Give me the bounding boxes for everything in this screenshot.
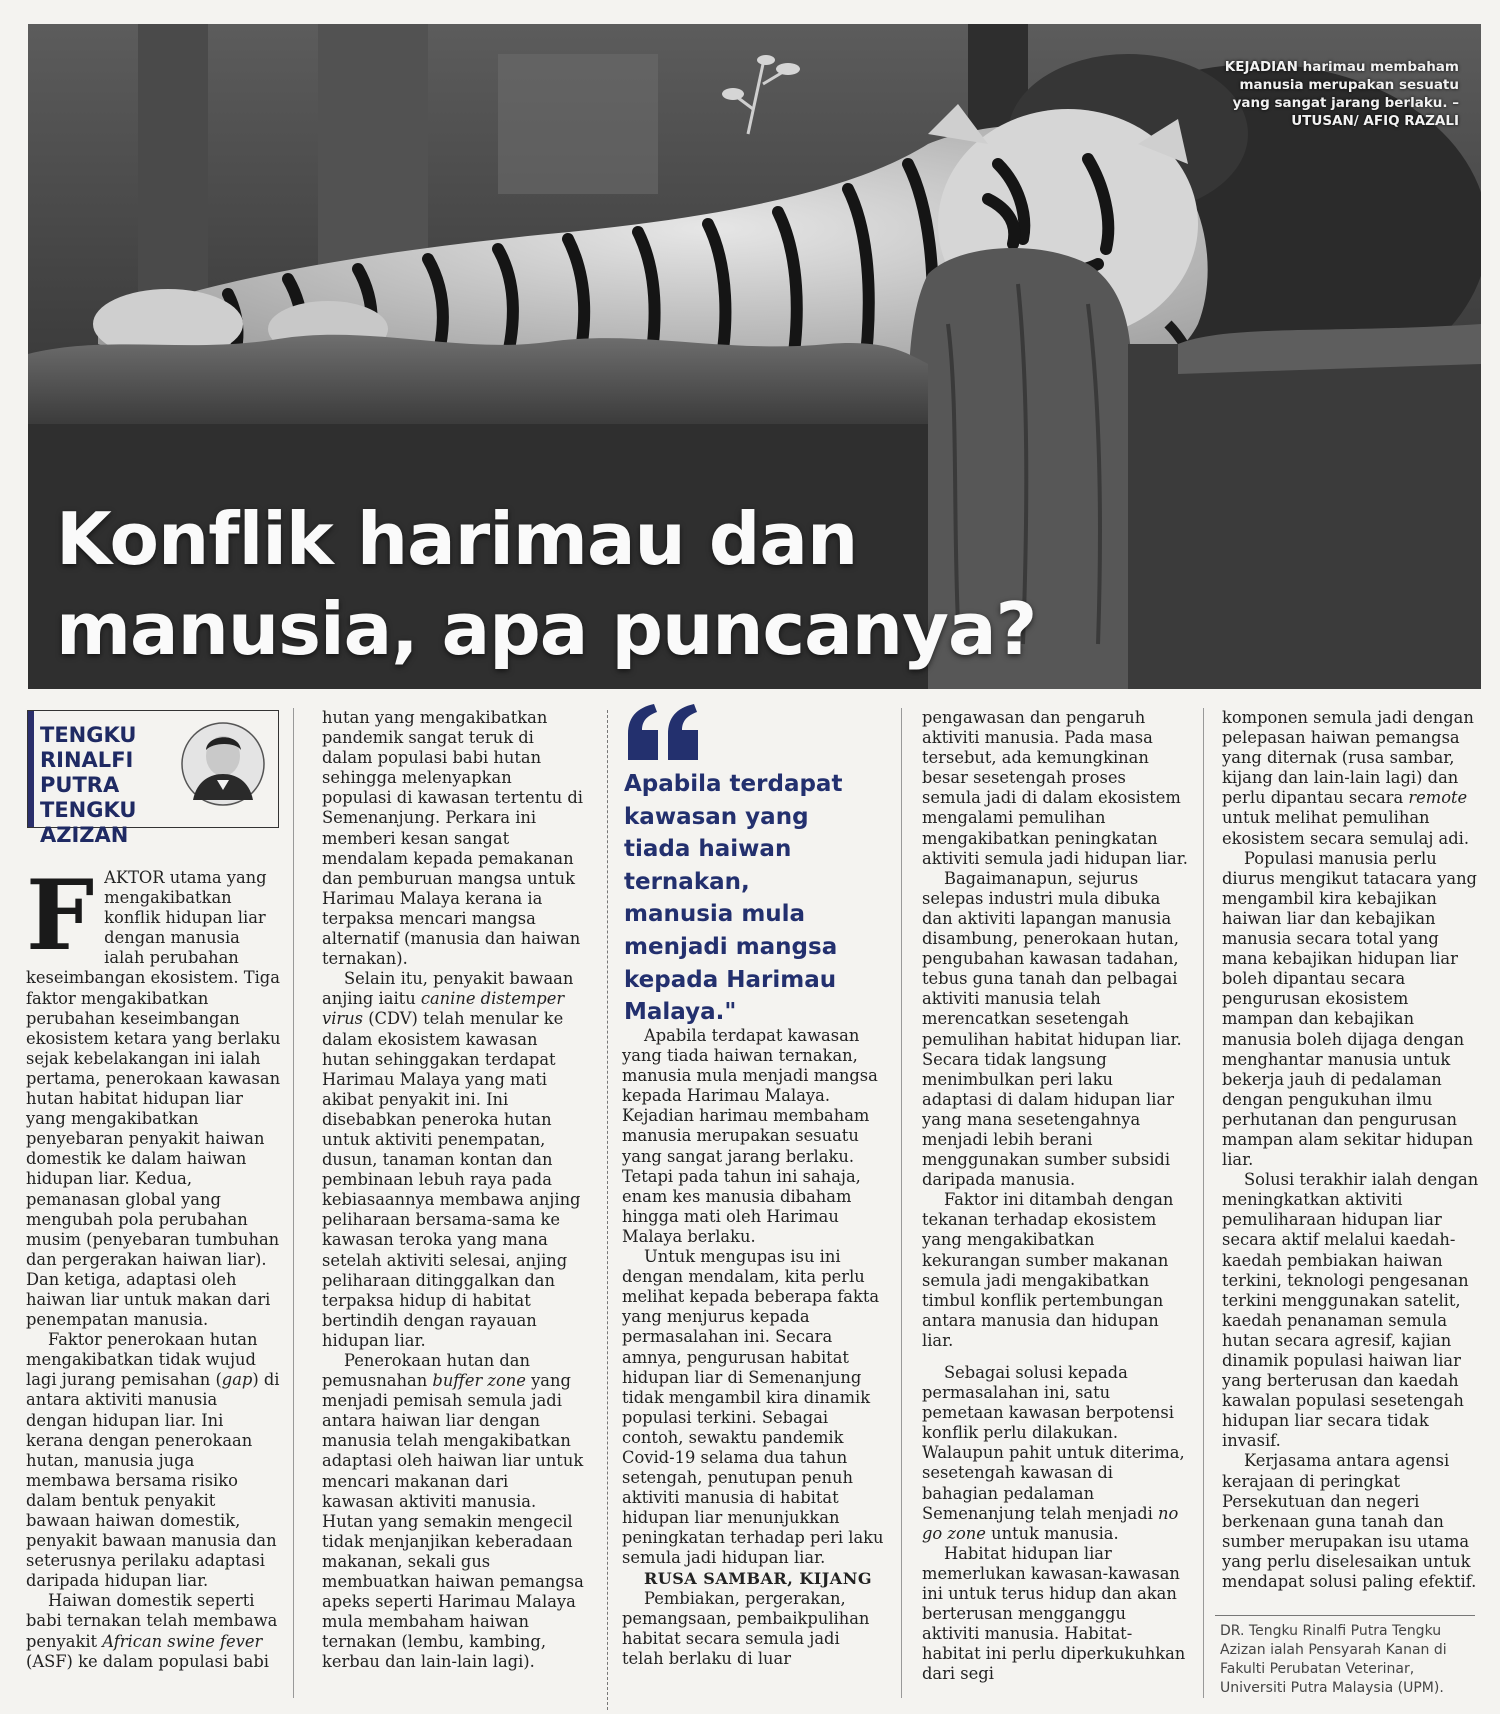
article-paragraph xyxy=(922,1363,1188,1544)
paragraph-text: untuk melihat pemulihan ekosistem secara semulaj adi. xyxy=(1222,808,1470,848)
column-divider xyxy=(1203,708,1204,1698)
article-paragraph: Apabila terdapat kawasan yang tiada haiwan ternakan, manusia mula menjadi mangsa kepada Harimau Malaya. Kejadian harimau membaham manusia merupakan sesuatu yang sangat jarang berlaku. Tetapi pada tahun ini sahaja, enam kes manusia dibaham hingga mati oleh Harimau Malaya berlaku. xyxy=(622,1026,878,1246)
article-column-3 xyxy=(622,1026,884,1669)
paragraph-text: Sebagai solusi kepada permasalahan ini, satu pemetaan kawasan berpotensi konflik perlu dilakukan. Walaupun pahit untuk diterima, sesetengah kawasan di bahagian pedalaman Semenanjung telah menjadi xyxy=(922,1363,1185,1523)
caption-text: harimau membaham manusia merupakan sesuatu yang sangat jarang berlaku. – UTUSAN/ AFIQ RAZALI xyxy=(1232,59,1459,129)
paragraph-text: (ASF) ke dalam populasi babi xyxy=(26,1651,269,1671)
article-paragraph: Kerjasama antara agensi kerajaan di peringkat Persekutuan dan negeri berkenaan guna tanah dan sumber merupakan isu utama yang perlu diselesaikan untuk mendapat solusi paling efektif. xyxy=(1222,1451,1477,1592)
italic-term: canine distemper virus xyxy=(322,989,565,1029)
author-name-line: TENGKU xyxy=(40,723,137,747)
subheading: RUSA SAMBAR, KIJANG xyxy=(644,1568,873,1588)
paragraph-text: Haiwan domestik seperti babi ternakan telah membawa penyakit xyxy=(26,1591,278,1651)
caption-lead: KEJADIAN xyxy=(1224,59,1298,75)
article-paragraph xyxy=(26,859,282,1330)
pull-quote: Apabila terdapat kawasan yang tiada haiwan ternakan, manusia mula menjadi mangsa kepada Harimau Malaya." xyxy=(624,771,843,1026)
author-avatar xyxy=(181,722,265,806)
bio-divider xyxy=(1215,1615,1475,1616)
open-quote-icon xyxy=(624,704,702,760)
article-paragraph: pengawasan dan pengaruh aktiviti manusia. Pada masa tersebut, ada kemungkinan besar sesetengah proses semula jadi di dalam ekosistem mengalami pemulihan mengakibatkan peningkatan aktiviti semula jadi hidupan liar. xyxy=(922,708,1188,868)
article-column-2 xyxy=(322,708,584,1673)
italic-term: gap xyxy=(221,1370,253,1390)
italic-term: African swine fever xyxy=(102,1631,263,1651)
article-paragraph: Solusi terakhir ialah dengan meningkatkan aktiviti pemuliharaan hidupan liar secara aktif melalui kaedah-kaedah pembiakan haiwan terkini, teknologi pengesanan terkini menggunakan satelit, kaedah penanaman semula hutan secara agresif, kajian dinamik populasi haiwan liar yang berterusan dan kaedah kawalan populasi sesetengah hidupan liar secara tidak invasif. xyxy=(1222,1170,1479,1451)
italic-term: buffer zone xyxy=(432,1371,526,1391)
headline xyxy=(56,494,1156,674)
author-name xyxy=(40,723,190,848)
paragraph-text: komponen semula jadi dengan pelepasan haiwan pemangsa yang diternak (rusa sambar, kijang dan lain-lain lagi) dan perlu dipantau secara xyxy=(1222,708,1474,808)
paragraph-text: untuk manusia. xyxy=(985,1523,1119,1543)
article-paragraph xyxy=(322,969,584,1351)
headline-line-2: manusia, apa puncanya? xyxy=(56,587,1037,671)
article-paragraph: Bagaimanapun, sejurus selepas industri mula dibuka dan aktiviti lapangan manusia disambung, penerokaan hutan, pengubahan kawasan tadahan, tebus guna tanah dan pelbagai aktiviti manusia telah merencatkan sesetengah pemulihan habitat hidupan liar. Secara tidak langsung menimbulkan peri laku adaptasi di dalam hidupan liar yang mana sesetengahnya menjadi lebih berani menggunakan sumber subsidi daripada manusia. xyxy=(922,868,1182,1190)
article-paragraph: Populasi manusia perlu diurus mengikut tatacara yang mengambil kira kebajikan haiwan liar dan kebajikan manusia secara total yang mana kebajikan hidupan liar boleh dipantau secara pengurusan ekosistem mampan dan kebajikan manusia boleh dijaga dengan menghantar manusia untuk bekerja jauh di pedalaman dengan pengukuhan ilmu perhutanan dan pengurusan mampan alam sekitar hidupan liar. xyxy=(1222,848,1477,1170)
italic-term: no go zone xyxy=(922,1503,1179,1543)
headline-line-1: Konflik harimau dan xyxy=(56,497,858,581)
article-column-1 xyxy=(26,859,282,1672)
article-paragraph: Untuk mengupas isu ini dengan mendalam, kita perlu melihat kepada beberapa fakta yang menjurus kepada permasalahan ini. Secara amnya, pengurusan habitat hidupan liar di Semenanjung tidak mengambil kira dinamik populasi terkini. Sebagai contoh, sewaktu pandemik Covid-19 selama dua tahun setengah, penutupan penuh aktiviti manusia di habitat hidupan liar menunjukkan peningkatan terhadap peri laku semula jadi hidupan liar. xyxy=(622,1247,884,1568)
article-paragraph: Habitat hidupan liar memerlukan kawasan-kawasan ini untuk terus hidup dan akan berterusan mengganggu aktiviti manusia. Habitat-habitat ini perlu diperkukuhkan dari segi xyxy=(922,1543,1186,1684)
paragraph-text: (CDV) telah menular ke dalam ekosistem kawasan hutan sehinggakan terdapat Harimau Malaya yang mati akibat penyakit ini. Ini disebabkan peneroka hutan untuk aktiviti penempatan, dusun, tanaman kontan dan pembinaan lebuh raya pada kebiasaannya membawa anjing peliharaan bersama-sama ke kawasan teroka yang mana setelah aktiviti selesai, anjing peliharaan ditinggalkan dan terpaksa hidup di habitat bertindih dengan rayauan hidupan liar. xyxy=(322,1009,581,1350)
article-paragraph: Faktor ini ditambah dengan tekanan terhadap ekosistem yang mengakibatkan kekurangan sumber makanan semula jadi mengakibatkan timbul konflik pertembungan antara manusia dan hidupan liar. xyxy=(922,1190,1174,1350)
article-paragraph xyxy=(322,1351,584,1673)
article-paragraph xyxy=(26,1330,282,1591)
paragraph-text: ) di antara aktiviti manusia dengan hidupan liar. Ini kerana dengan penerokaan hutan, manusia juga membawa bersama risiko dalam bentuk penyakit bawaan haiwan domestik, penyakit bawaan manusia dan seterusnya perilaku adaptasi daripada hidupan liar. xyxy=(26,1370,280,1591)
paragraph-text: AKTOR utama yang mengakibatkan konflik hidupan liar dengan manusia ialah perubahan keseimbangan ekosistem. Tiga faktor mengakibatkan perubahan keseimbangan ekosistem ketara yang berlaku sejak kebelakangan ini ialah pertama, penerokaan kawasan hutan habitat hidupan liar yang mengakibatkan penyebaran penyakit haiwan domestik ke dalam haiwan hidupan liar. Kedua, pemanasan global yang mengubah pola perubahan musim (penyebaran tumbuhan dan pergerakan haiwan liar). Dan ketiga, adaptasi oleh haiwan liar untuk makan dari penempatan manusia. xyxy=(26,868,281,1330)
byline-accent-bar xyxy=(28,711,34,827)
author-name-line: RINALFI xyxy=(40,748,134,772)
column-divider xyxy=(293,708,294,1698)
article-paragraph xyxy=(26,1591,282,1671)
author-bio: DR. Tengku Rinalfi Putra Tengku Azizan ialah Pensyarah Kanan di Fakulti Perubatan Veterinar, Universiti Putra Malaysia (UPM). xyxy=(1220,1623,1447,1696)
column-divider xyxy=(901,708,902,1698)
article-paragraph: Pembiakan, pergerakan, pemangsaan, pembaikpulihan habitat secara semula jadi telah berlaku di luar xyxy=(622,1588,870,1668)
paragraph-text: yang menjadi pemisah semula jadi antara haiwan liar dengan manusia telah mengakibatkan adaptasi oleh haiwan liar untuk mencari makanan dari kawasan aktiviti manusia. Hutan yang semakin mengecil tidak menjanjikan keberadaan makanan, sekali gus membuatkan haiwan pemangsa apeks seperti Harimau Malaya mula membaham haiwan ternakan (lembu, kambing, kerbau dan lain-lain lagi). xyxy=(322,1371,584,1672)
author-name-line: PUTRA xyxy=(40,773,120,797)
pullquote-divider xyxy=(607,710,608,1710)
hero-photo xyxy=(28,24,1481,689)
article-paragraph: hutan yang mengakibatkan pandemik sangat teruk di dalam populasi babi hutan sehingga melenyapkan populasi di kawasan tertentu di Semenanjung. Perkara ini memberi kesan sangat mendalam kepada pemakanan dan pemburuan mangsa untuk Harimau Malaya kerana ia terpaksa mencari mangsa alternatif (manusia dan haiwan ternakan). xyxy=(322,708,583,969)
paragraph-text: Penerokaan hutan dan pemusnahan xyxy=(322,1351,531,1391)
article-column-5 xyxy=(1222,708,1484,1592)
italic-term: remote xyxy=(1408,788,1468,808)
author-name-line: TENGKU AZIZAN xyxy=(40,798,137,847)
paragraph-text: Selain itu, penyakit bawaan anjing iaitu xyxy=(322,969,574,1009)
paragraph-text: Faktor penerokaan hutan mengakibatkan tidak wujud lagi jurang pemisahan ( xyxy=(26,1330,258,1390)
drop-cap: F xyxy=(26,859,95,972)
article-column-4 xyxy=(922,708,1188,1685)
article-paragraph xyxy=(1222,708,1484,849)
photo-caption xyxy=(1219,58,1459,130)
